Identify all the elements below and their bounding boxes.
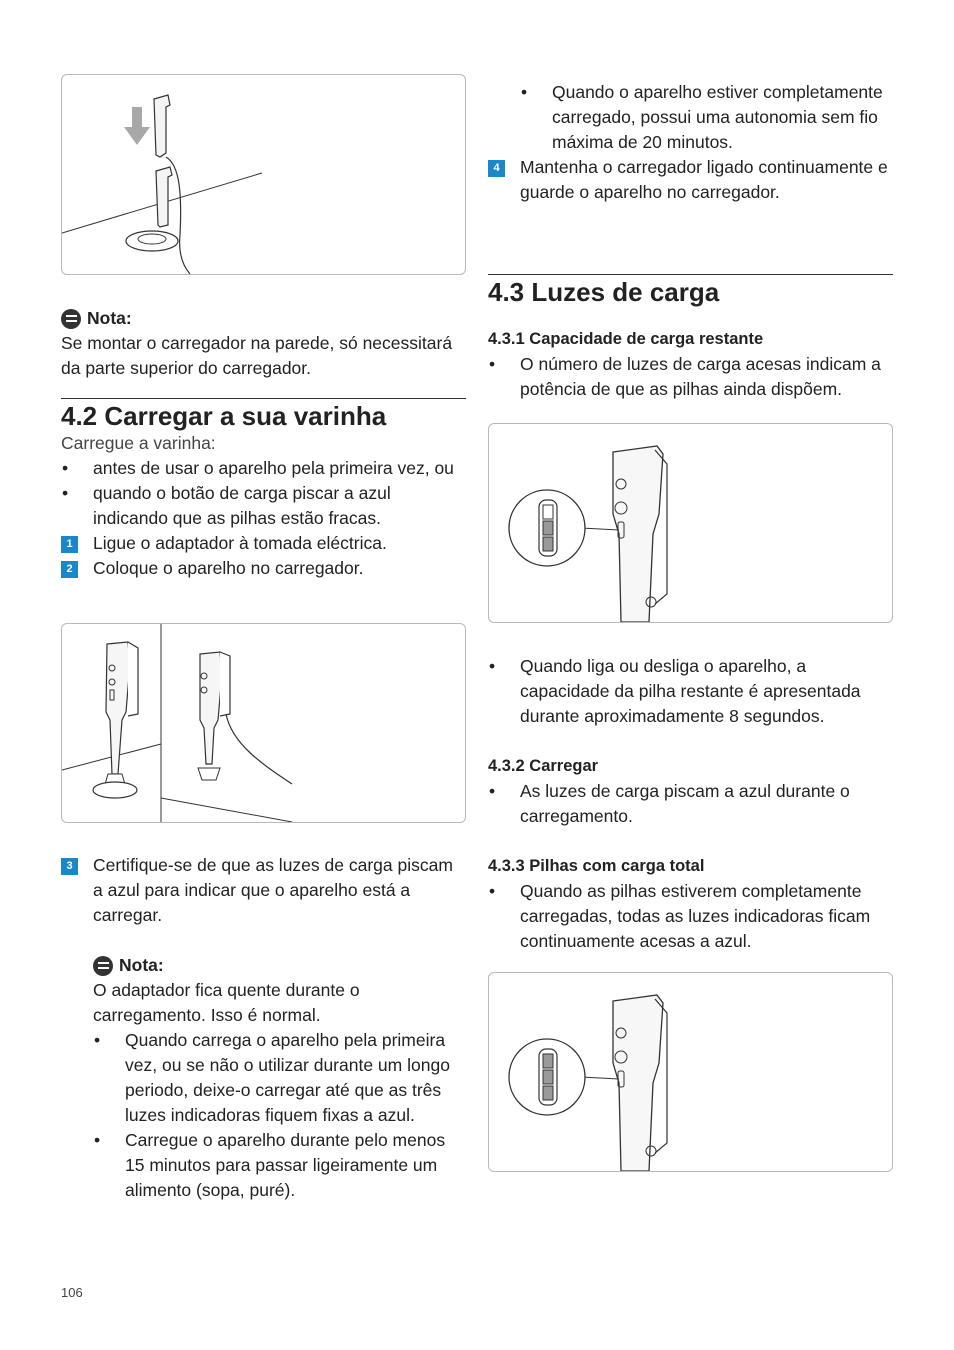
section-4-2 <box>61 398 466 581</box>
list-item: • As luzes de carga piscam a azul durante o carregamento. <box>488 779 893 829</box>
subsection-title: 4.3.3 Pilhas com carga total <box>488 857 705 875</box>
note-wall-mount <box>61 306 466 381</box>
note-icon <box>93 956 113 976</box>
step-text: Ligue o adaptador à tomada eléctrica. <box>93 533 387 553</box>
list-item: • Quando carrega o aparelho pela primeira vez, ou se não o utilizar durante um longo periodo, deixe-o carregar até que as três luzes indicadoras fiquem fixas a azul. <box>93 1028 466 1128</box>
step-text: Mantenha o carregador ligado continuamente e guarde o aparelho no carregador. <box>520 157 888 202</box>
section-title: 4.2 Carregar a sua varinha <box>61 398 466 431</box>
step-number-badge: 1 <box>61 536 78 553</box>
step-4 <box>488 155 893 205</box>
step-text: Coloque o aparelho no carregador. <box>93 558 364 578</box>
step-number-badge: 4 <box>488 160 505 177</box>
section-4-3-continued <box>488 654 893 954</box>
list-item: • quando o botão de carga piscar a azul indicando que as pilhas estão fracas. <box>61 481 466 531</box>
note-adapter <box>93 953 466 1203</box>
step-1 <box>61 531 466 556</box>
section-intro: Carregue a varinha: <box>61 433 216 453</box>
step-3 <box>61 853 466 928</box>
list-item: • Carregue o aparelho durante pelo menos 15 minutos para passar ligeiramente um alimento (sopa, puré). <box>93 1128 466 1203</box>
list-item: • antes de usar o aparelho pela primeira vez, ou <box>61 456 466 481</box>
list-item: • Quando o aparelho estiver completamente carregado, possui uma autonomia sem fio máxima de 20 minutos. <box>520 80 893 155</box>
section-4-3 <box>488 274 893 402</box>
note-heading <box>61 306 466 331</box>
section-title: 4.3 Luzes de carga <box>488 274 893 307</box>
subsection-title: 4.3.1 Capacidade de carga restante <box>488 330 764 348</box>
charge-lights-full-illustration <box>488 972 893 1172</box>
right-top-block <box>488 80 893 205</box>
list-item: • O número de luzes de carga acesas indicam a potência de que as pilhas ainda dispõem. <box>488 352 893 402</box>
step-2 <box>61 556 466 581</box>
charging-illustration <box>61 623 466 823</box>
note-label: Nota: <box>87 308 132 328</box>
note-text: Se montar o carregador na parede, só necessitará da parte superior do carregador. <box>61 333 453 378</box>
charge-lights-partial-illustration <box>488 423 893 623</box>
step-3-block <box>61 853 466 928</box>
note-label: Nota: <box>119 955 164 975</box>
subsection-title: 4.3.2 Carregar <box>488 757 599 775</box>
list-item: • Quando liga ou desliga o aparelho, a capacidade da pilha restante é apresentada durante aproximadamente 8 segundos. <box>488 654 893 729</box>
list-item: • Quando as pilhas estiverem completamente carregadas, todas as luzes indicadoras ficam continuamente acesas a azul. <box>488 879 893 954</box>
note-text: O adaptador fica quente durante o carregamento. Isso é normal. <box>93 980 360 1025</box>
step-number-badge: 3 <box>61 858 78 875</box>
step-text: Certifique-se de que as luzes de carga piscam a azul para indicar que o aparelho está a carregar. <box>93 855 453 925</box>
page-number: 106 <box>61 1285 83 1300</box>
wall-mount-illustration <box>61 74 466 275</box>
note-heading <box>93 953 466 978</box>
note-icon <box>61 309 81 329</box>
step-number-badge: 2 <box>61 561 78 578</box>
